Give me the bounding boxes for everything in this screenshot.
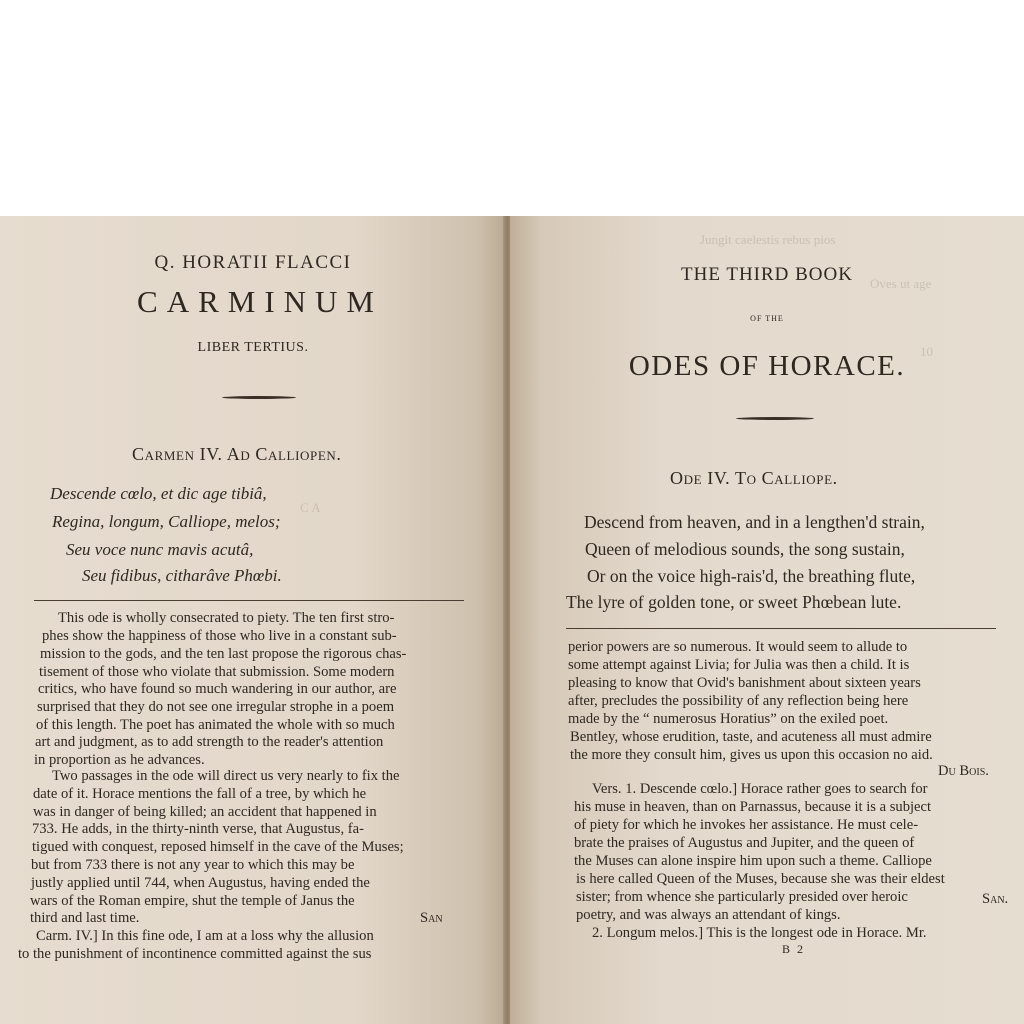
- poem-heading: Ode IV. To Calliope.: [670, 468, 838, 488]
- note-line: 2. Longum melos.] This is the longest ode in Horace. Mr.: [592, 925, 927, 941]
- signature-mark: B 2: [782, 942, 806, 956]
- note-line: his muse in heaven, than on Parnassus, because it is a subject: [574, 799, 932, 815]
- note-line: the more they consult him, gives us upon this occasion no aid.: [570, 747, 933, 763]
- note-line: Bentley, whose erudition, taste, and acuteness all must admire: [570, 729, 932, 745]
- note-line: poetry, and was always an attendant of kings.: [576, 907, 841, 923]
- note-line: date of it. Horace mentions the fall of a tree, by which he: [33, 786, 367, 802]
- divider-rule: [34, 600, 464, 601]
- note-line: justly applied until 744, when Augustus, having ended the: [31, 875, 370, 891]
- verse-line: Seu fidibus, citharâve Phœbi.: [82, 566, 282, 585]
- note-line: surprised that they do not see one irregular strophe in a poem: [37, 699, 395, 715]
- bleed-through-text: Jungit caelestis rebus pios: [700, 232, 836, 247]
- book-title: CARMINUM: [137, 284, 383, 319]
- verse-line: Descend from heaven, and in a lengthen'd strain,: [584, 512, 925, 532]
- bleed-through-text: 10: [920, 344, 933, 359]
- note-line: tisement of those who violate that submission. Some modern: [39, 664, 395, 680]
- book-subtitle: LIBER TERTIUS.: [197, 340, 309, 355]
- note-line: sister; from whence she particularly presided over heroic: [576, 889, 908, 905]
- note-line: the Muses can alone inspire him upon such a theme. Calliope: [574, 853, 932, 869]
- verse-line: Or on the voice high-rais'd, the breathing flute,: [587, 566, 916, 586]
- note-line: to the punishment of incontinence committed against the sus: [18, 946, 372, 962]
- of-the-label: OF THE: [750, 314, 784, 323]
- note-line: Vers. 1. Descende cœlo.] Horace rather goes to search for: [592, 781, 928, 797]
- verse-line: The lyre of golden tone, or sweet Phœbean lute.: [566, 592, 902, 612]
- running-title: Q. HORATII FLACCI: [154, 252, 352, 273]
- note-line: third and last time.: [30, 910, 140, 926]
- note-line: of piety for which he invokes her assistance. He must cele-: [574, 817, 919, 833]
- open-book: [0, 216, 1024, 1024]
- note-line: art and judgment, as to add strength to the reader's attention: [35, 734, 384, 750]
- bleed-through-text: Oves ut age: [870, 276, 932, 291]
- note-line: in proportion as he advances.: [34, 752, 205, 768]
- verse-line: Seu voce nunc mavis acutâ,: [66, 540, 254, 559]
- signature: San: [420, 910, 443, 926]
- verse-line: Queen of melodious sounds, the song sustain,: [585, 539, 905, 559]
- left-page: [0, 216, 506, 1024]
- verse-line: Descende cœlo, et dic age tibiâ,: [50, 484, 267, 503]
- ornament-rule: [736, 417, 814, 420]
- note-line: This ode is wholly consecrated to piety. The ten first stro-: [58, 610, 395, 626]
- note-line: 733. He adds, in the thirty-ninth verse, that Augustus, fa-: [32, 821, 364, 837]
- note-line: phes show the happiness of those who live in a constant sub-: [42, 628, 397, 644]
- right-page: [510, 216, 1024, 1024]
- note-line: Two passages in the ode will direct us very nearly to fix the: [52, 768, 400, 784]
- note-line: Carm. IV.] In this fine ode, I am at a loss why the allusion: [36, 928, 374, 944]
- note-line: perior powers are so numerous. It would seem to allude to: [568, 639, 908, 655]
- note-line: of this length. The poet has animated the whole with so much: [36, 717, 395, 733]
- poem-heading: Carmen IV. Ad Calliopen.: [132, 444, 342, 464]
- signature: San.: [982, 891, 1009, 907]
- note-line: brate the praises of Augustus and Jupiter, and the queen of: [574, 835, 915, 851]
- verse-line: Regina, longum, Calliope, melos;: [52, 512, 281, 531]
- ornament-rule: [222, 396, 296, 399]
- note-line: wars of the Roman empire, shut the temple of Janus the: [30, 893, 355, 909]
- note-line: is here called Queen of the Muses, because she was their eldest: [576, 871, 945, 887]
- divider-rule: [566, 628, 996, 629]
- note-line: was in danger of being killed; an accident that happened in: [33, 804, 377, 820]
- note-line: made by the “ numerosus Horatius” on the exiled poet.: [568, 711, 889, 727]
- note-line: critics, who have found so much wandering in our author, are: [38, 681, 397, 697]
- note-line: pleasing to know that Ovid's banishment about sixteen years: [568, 675, 921, 691]
- running-title: THE THIRD BOOK: [681, 264, 853, 285]
- note-line: but from 733 there is not any year to which this may be: [31, 857, 355, 873]
- bleed-through-text: C A: [300, 500, 321, 515]
- note-line: some attempt against Livia; for Julia was then a child. It is: [568, 657, 910, 673]
- main-title: ODES OF HORACE.: [628, 350, 906, 382]
- note-line: after, precludes the possibility of any reflection being here: [568, 693, 909, 709]
- signature: Du Bois.: [938, 763, 989, 779]
- note-line: tigued with conquest, reposed himself in the cave of the Muses;: [32, 839, 404, 855]
- note-line: mission to the gods, and the ten last propose the rigorous chas-: [40, 646, 407, 662]
